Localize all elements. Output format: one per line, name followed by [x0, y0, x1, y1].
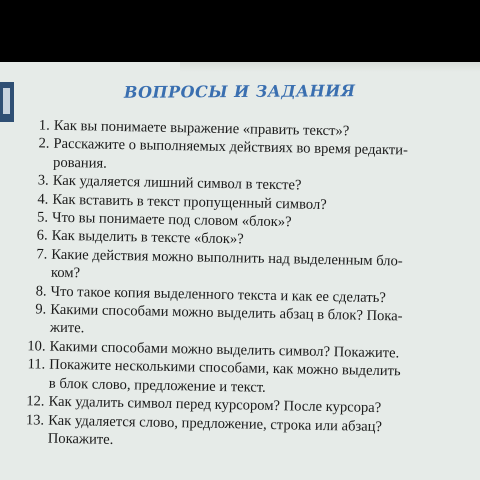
- question-number: 9.: [35, 301, 47, 318]
- question-text: Как вы понимаете выражение «править текст»?: [53, 117, 350, 140]
- question-number: 7.: [36, 246, 48, 263]
- question-text-cont: Покажите.: [47, 430, 114, 448]
- question-text: Что вы понимаете под словом «блок»?: [51, 209, 292, 231]
- question-text: Какими способами можно выделить символ? Покажите.: [49, 338, 400, 362]
- question-list: [10, 116, 466, 456]
- question-text-cont: жите.: [49, 320, 85, 337]
- question-text: Как выделить в тексте «блок»?: [51, 228, 244, 248]
- question-text: Что такое копия выделенного текста и как ее сделать?: [50, 283, 386, 306]
- question-number: 8.: [35, 283, 47, 300]
- question-text: Как вставить в текст пропущенный символ?: [52, 191, 327, 213]
- question-text: Покажите несколькими способами, как можно выделить: [49, 356, 401, 380]
- section-heading: ВОПРОСЫ И ЗАДАНИЯ: [123, 81, 356, 102]
- question-number: 3.: [37, 172, 49, 189]
- question-text-cont: ком?: [50, 264, 81, 282]
- question-number: 12.: [26, 393, 45, 410]
- question-number: 11.: [27, 356, 46, 373]
- question-number: 5.: [36, 209, 49, 226]
- question-number: 10.: [27, 338, 46, 355]
- question-text-cont: в блок слово, предложение и текст.: [48, 375, 266, 396]
- margin-bookmark-inner: [3, 88, 10, 114]
- margin-bookmark-icon: [0, 82, 14, 122]
- question-text: Как удаляется лишний символ в тексте?: [52, 172, 302, 194]
- question-number: 13.: [25, 411, 45, 429]
- question-number: 2.: [38, 135, 50, 153]
- question-text: Какие действия можно выполнить над выделенным бло-: [51, 246, 403, 270]
- question-text: Как удалить символ перед курсором? После курсора?: [48, 393, 382, 417]
- question-text: Расскажите о выполняемых действиях во время редакти-: [53, 136, 409, 159]
- question-number: 6.: [36, 227, 48, 245]
- previous-page-edge: [180, 62, 480, 72]
- question-text: Как удаляется слово, предложение, строка или абзац?: [48, 412, 383, 435]
- question-number: 1.: [38, 117, 50, 134]
- question-number: 4.: [37, 191, 49, 208]
- question-text-cont: рования.: [52, 154, 108, 172]
- question-text: Какими способами можно выделить абзац в блок? Пока-: [50, 301, 403, 325]
